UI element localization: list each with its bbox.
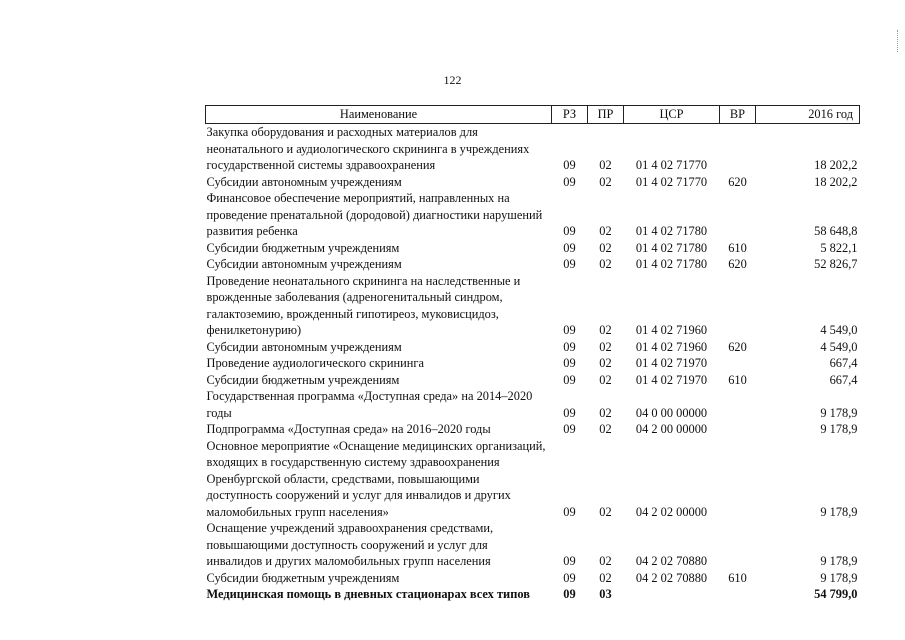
- cell-sum: 667,4: [829, 372, 858, 387]
- cell-sum: 58 648,8: [814, 224, 858, 238]
- table-row: [206, 256, 860, 273]
- cell-csr: 01 4 02 71780: [635, 224, 708, 238]
- cell-csr: 01 4 02 71970: [635, 356, 708, 370]
- cell-vr: [720, 520, 756, 570]
- table-body: [206, 124, 860, 603]
- cell-sum: 4 549,0: [820, 323, 858, 337]
- cell-rz: 09: [563, 240, 576, 255]
- cell-rz: 09: [563, 174, 576, 189]
- table-row: [206, 240, 860, 257]
- cell-sum: 667,4: [829, 356, 858, 370]
- cell-sum: 18 202,2: [814, 174, 858, 189]
- table-header-row: [206, 106, 860, 124]
- cell-sum: 18 202,2: [814, 158, 858, 172]
- cell-vr: [720, 124, 756, 174]
- cell-name: Государственная программа «Доступная среда» на 2014–2020 годы: [206, 389, 533, 420]
- cell-rz: 09: [563, 257, 576, 271]
- table-row: [206, 438, 860, 521]
- cell-sum: 9 178,9: [820, 570, 858, 585]
- cell-pr: 02: [599, 554, 612, 568]
- scan-edge-mark: [897, 30, 899, 52]
- cell-rz: 09: [563, 554, 576, 568]
- cell-vr: [720, 438, 756, 521]
- cell-pr: 02: [599, 405, 612, 420]
- cell-name: Проведение аудиологического скрининга: [206, 356, 424, 370]
- cell-name: Субсидии бюджетным учреждениям: [206, 240, 400, 255]
- cell-vr: 620: [728, 339, 747, 354]
- table-row: [206, 339, 860, 356]
- cell-rz: 09: [563, 587, 576, 601]
- budget-table: [205, 105, 860, 603]
- cell-csr: 01 4 02 71770: [635, 174, 708, 189]
- cell-sum: 54 799,0: [814, 587, 858, 601]
- cell-rz: 09: [563, 504, 576, 519]
- cell-vr: 610: [728, 240, 747, 255]
- header-name: Наименование: [206, 106, 552, 124]
- cell-pr: 02: [599, 372, 612, 387]
- table-row: [206, 355, 860, 372]
- cell-rz: 09: [563, 405, 576, 420]
- cell-vr: [720, 273, 756, 339]
- header-rz: РЗ: [552, 106, 588, 124]
- cell-rz: 09: [563, 224, 576, 238]
- cell-pr: 02: [599, 339, 612, 354]
- table-row: [206, 174, 860, 191]
- cell-csr: 04 2 02 70880: [635, 554, 708, 568]
- cell-vr: [720, 421, 756, 438]
- cell-sum: 9 178,9: [820, 405, 858, 420]
- cell-sum: 5 822,1: [820, 240, 858, 255]
- cell-sum: 9 178,9: [820, 554, 858, 568]
- cell-name: Субсидии автономным учреждениям: [206, 257, 402, 271]
- cell-rz: 09: [563, 422, 576, 436]
- cell-csr: 01 4 02 71970: [635, 372, 708, 387]
- cell-csr: 04 2 02 70880: [635, 570, 708, 585]
- cell-pr: 02: [599, 504, 612, 519]
- cell-sum: 9 178,9: [820, 504, 858, 519]
- cell-vr: [720, 190, 756, 240]
- cell-rz: 09: [563, 339, 576, 354]
- table-row: [206, 421, 860, 438]
- cell-name: Субсидии автономным учреждениям: [206, 174, 402, 189]
- cell-rz: 09: [563, 570, 576, 585]
- cell-name: Подпрограмма «Доступная среда» на 2016–2020 годы: [206, 422, 491, 436]
- cell-name: Субсидии бюджетным учреждениям: [206, 570, 400, 585]
- table-row: [206, 190, 860, 240]
- page-number: 122: [443, 73, 462, 87]
- cell-vr: [720, 586, 756, 603]
- cell-rz: 09: [563, 372, 576, 387]
- cell-name: Закупка оборудования и расходных материалов для неонатального и аудиологического скрининга в учреждениях государственной системы здравоохранения: [206, 125, 530, 172]
- cell-rz: 09: [563, 356, 576, 370]
- cell-csr: 04 2 00 00000: [635, 422, 708, 436]
- cell-name: Проведение неонатального скрининга на наследственные и врожденные заболевания (адреногенитальный синдром, галактоземию, врожденный гипотиреоз, муковисцидоз, фенилкетонурию): [206, 273, 521, 337]
- cell-vr: 610: [728, 372, 747, 387]
- table-row: [206, 124, 860, 174]
- cell-csr: 04 0 00 00000: [635, 405, 708, 420]
- cell-csr: 04 2 02 00000: [635, 504, 708, 519]
- cell-sum: 52 826,7: [814, 257, 858, 271]
- cell-sum: 4 549,0: [820, 339, 858, 354]
- table-row: [206, 372, 860, 389]
- cell-sum: 9 178,9: [820, 422, 858, 436]
- table-row: [206, 388, 860, 421]
- cell-rz: 09: [563, 323, 576, 337]
- cell-name: Субсидии бюджетным учреждениям: [206, 372, 400, 387]
- header-sum: 2016 год: [756, 106, 860, 124]
- cell-name: Субсидии автономным учреждениям: [206, 339, 402, 354]
- cell-csr: 01 4 02 71780: [635, 240, 708, 255]
- cell-name: Оснащение учреждений здравоохранения средствами, повышающими доступность сооружений и услуг для инвалидов и других маломобильных групп населения: [206, 521, 494, 568]
- cell-pr: 02: [599, 257, 612, 271]
- table-row: [206, 273, 860, 339]
- cell-pr: 02: [599, 224, 612, 238]
- header-vr: ВР: [720, 106, 756, 124]
- cell-pr: 03: [599, 587, 612, 601]
- cell-pr: 02: [599, 570, 612, 585]
- cell-csr: 01 4 02 71770: [635, 158, 708, 172]
- cell-rz: 09: [563, 158, 576, 172]
- cell-pr: 02: [599, 174, 612, 189]
- cell-csr: 01 4 02 71960: [635, 323, 708, 337]
- table-row: [206, 586, 860, 603]
- cell-vr: 610: [728, 570, 747, 585]
- cell-pr: 02: [599, 323, 612, 337]
- cell-csr: 01 4 02 71780: [635, 257, 708, 271]
- cell-csr: 01 4 02 71960: [635, 339, 708, 354]
- cell-vr: [720, 388, 756, 421]
- cell-vr: 620: [728, 257, 747, 271]
- cell-vr: [720, 355, 756, 372]
- cell-pr: 02: [599, 356, 612, 370]
- cell-name: Основное мероприятие «Оснащение медицинских организаций, входящих в государственную систему здравоохранения Оренбургской области, средствами, повышающими доступность сооружений и услуг для инвалидов и других маломобильных групп населения»: [206, 438, 546, 519]
- header-pr: ПР: [588, 106, 624, 124]
- cell-name: Финансовое обеспечение мероприятий, направленных на проведение пренатальной (дородовой) диагностики нарушений развития ребенка: [206, 191, 543, 238]
- table-row: [206, 520, 860, 570]
- table-row: [206, 570, 860, 587]
- cell-name: Медицинская помощь в дневных стационарах всех типов: [206, 587, 530, 601]
- cell-pr: 02: [599, 422, 612, 436]
- cell-csr: [624, 586, 720, 603]
- cell-pr: 02: [599, 240, 612, 255]
- cell-pr: 02: [599, 158, 612, 172]
- header-csr: ЦСР: [624, 106, 720, 124]
- cell-vr: 620: [728, 174, 747, 189]
